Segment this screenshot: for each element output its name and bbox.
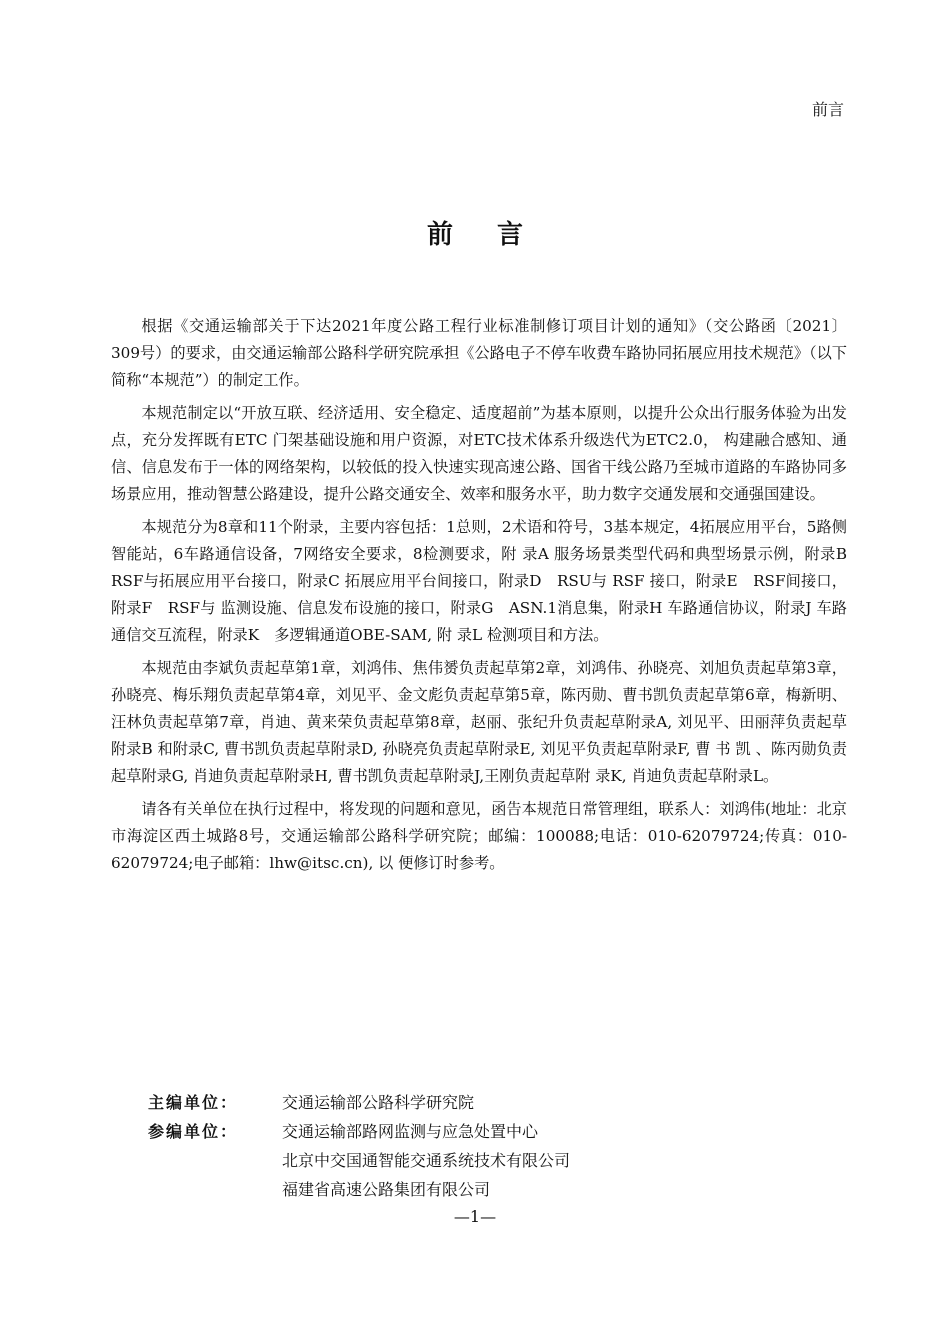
paragraph-contact: 请各有关单位在执行过程中，将发现的问题和意见，函告本规范日常管理组，联系人：刘鸿伟(地址：北京市海淀区西土城路8号，交通运输部公路科学研究院；邮编：100088;电话：010-62079724;传真：010-62079724;电子邮箱：lhw@itsc.cn), 以 便修订时参考。: [111, 800, 847, 872]
participating-unit-label: 参编单位：: [148, 1122, 239, 1141]
page-title: 前言: [426, 220, 567, 250]
body-text: [111, 313, 863, 883]
page-number: —1—: [453, 1207, 497, 1226]
paragraph-principles: 本规范制定以“开放互联、经济适用、安全稳定、适度超前”为基本原则，以提升公众出行服务体验为出发点，充分发挥既有ETC 门架基础设施和用户资源，对ETC技术体系升级迭代为ETC2.0， 构建融合感知、通信、信息发布于一体的网络架构，以较低的投入快速实现高速公路、国省干线公路乃至城市道路的车路协同多场景应用，推动智慧公路建设，提升公路交通安全、效率和服务水平，助力数字交通发展和交通强国建设。: [111, 404, 847, 503]
paragraph-background: 根据《交通运输部关于下达2021年度公路工程行业标准制修订项目计划的通知》（交公路函〔2021〕309号）的要求，由交通运输部公路科学研究院承担《公路电子不停车收费车路协同拓展应用技术规范》（以下简称“本规范”）的制定工作。: [111, 317, 847, 389]
chief-unit-row: [148, 1088, 570, 1117]
paragraph-drafters: 本规范由李斌负责起草第1章，刘鸿伟、焦伟赟负责起草第2章，刘鸿伟、孙晓亮、刘旭负责起草第3章，孙晓亮、梅乐翔负责起草第4章，刘见平、金文彪负责起草第5章，陈丙勋、曹书凯负责起草第6章，梅新明、汪林负责起草第7章，肖迪、黄来荣负责起草第8章，赵丽、张纪升负责起草附录A, 刘见平、田丽萍负责起草附录B 和附录C, 曹书凯负责起草附录D, 孙晓亮负责起草附录E, 刘见平负责起草附录F, 曹 书 凯 、陈丙勋负责起草附录G, 肖迪负责起草附录H, 曹书凯负责起草附录J,王刚负责起草附 录K, 肖迪负责起草附录L。: [111, 659, 847, 785]
paragraph-contents: 本规范分为8章和11个附录，主要内容包括：1总则，2术语和符号，3基本规定，4拓展应用平台，5路侧智能站，6车路通信设备，7网络安全要求，8检测要求，附 录A 服务场景类型代码和典型场景示例，附录B RSF与拓展应用平台接口，附录C 拓展应用平台间接口，附录D RSU与 RSF 接口，附录E RSF间接口，附录F RSF与 监测设施、信息发布设施的接口，附录G ASN.1消息集，附录H 车路通信协议，附录J 车路通信交互流程，附录K 多逻辑通道OBE-SAM, 附 录L 检测项目和方法。: [111, 518, 863, 644]
participating-unit-value: 交通运输部路网监测与应急处置中心: [282, 1122, 539, 1141]
participating-unit-row: [148, 1117, 570, 1204]
drafting-units: [148, 1088, 570, 1204]
chief-unit-value: 交通运输部公路科学研究院: [282, 1093, 475, 1112]
chief-unit-label: 主编单位：: [148, 1093, 239, 1112]
participating-unit-value: 北京中交国通智能交通系统技术有限公司: [282, 1151, 571, 1170]
participating-unit-value: 福建省高速公路集团有限公司: [282, 1180, 491, 1199]
running-header: 前言: [811, 100, 844, 119]
